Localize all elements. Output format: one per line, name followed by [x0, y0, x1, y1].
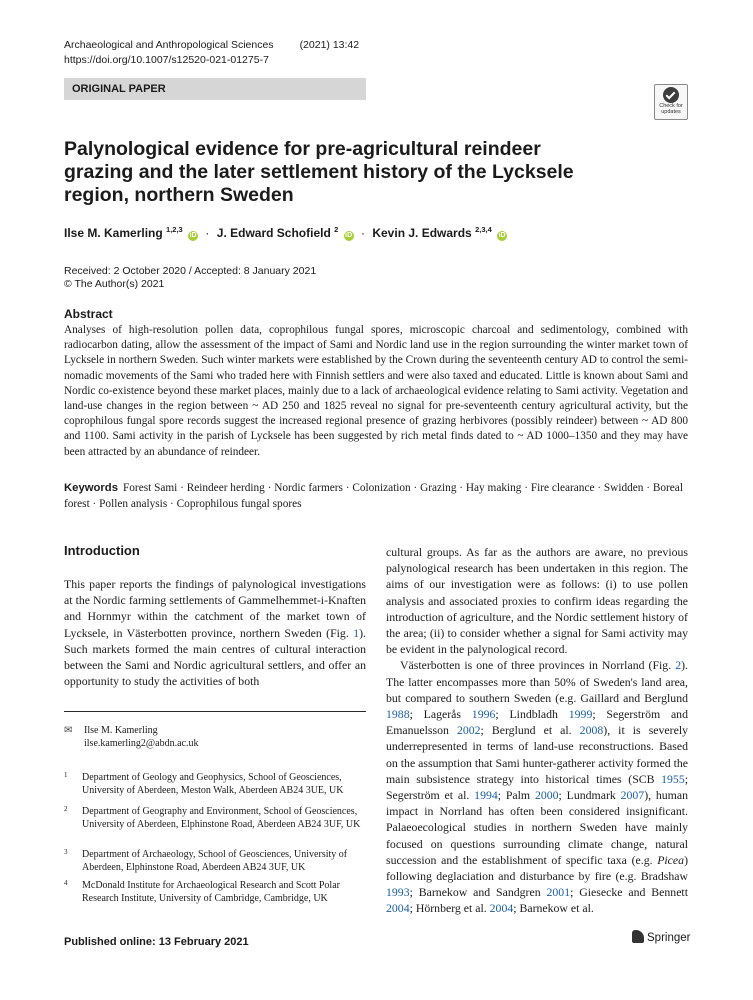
affiliation-text: Department of Geology and Geophysics, School of Geosciences, University of Aberdeen, Meston Walk, Aberdeen AB24 3UE, UK [82, 772, 344, 796]
journal-line [64, 39, 359, 51]
copyright-line: © The Author(s) 2021 [64, 278, 165, 290]
year-volume: (2021) 13:42 [299, 39, 360, 51]
affiliation-number: 4 [64, 879, 68, 887]
intro-text: ; Lagerås [409, 707, 472, 722]
intro-text: ), it is severely underrepresented in terms of land-use reconstructions. Based on the assumption that Sami hunter-gatherer activity formed the main subsistence strategy into historical times (SCB [386, 723, 688, 786]
intro-left-column [64, 576, 366, 689]
abstract-text: Analyses of high-resolution pollen data, coprophilous fungal spores, microscopic charcoal and sedimentology, combined with radiocarbon dating, allow the assessment of the impact of Sami and Nordic land use in the region surrounding the winter market town of Lycksele in northern Sweden. Such winter markets were established by the Crown during the seventeenth century AD to control the semi-nomadic movements of the Sami who traded here with Finnish settlers and were also taxed and educated. Little is known about Sami and Nordic co-existence beyond these market places, mainly due to a lack of archaeological evidence relating to Sami activity. Vegetation and land-use changes in the region between ~ AD 250 and 1825 reveal no signal for pre-seventeenth century agricultural activity, but the coprophilous fungal spore records suggest the increased regional presence of grazing herbivores (possibly reindeer) between ~ AD 800 and 1100. Sami activity in the parish of Lycksele has been suggested by rich metal finds dated to ~ AD 1000–1350 and they may have been attracted by an abundance of reindeer. [64, 324, 688, 458]
author-name[interactable]: Ilse M. Kamerling [64, 226, 163, 240]
citation-link[interactable]: 1999 [568, 707, 593, 722]
publisher-name: Springer [647, 932, 691, 944]
figure-ref-link[interactable]: 1 [353, 625, 360, 640]
author-email[interactable]: ilse.kamerling2@abdn.ac.uk [84, 738, 199, 749]
intro-text: ; Berglund et al. [480, 723, 580, 738]
updates-label-1: Check for [659, 103, 683, 109]
affiliation-number: 3 [64, 848, 68, 856]
affiliation-text: Department of Archaeology, School of Geosciences, University of Aberdeen, Elphinstone Road, Aberdeen AB24 3UF, UK [82, 849, 348, 873]
taxon-name: Picea [657, 852, 685, 867]
footnote-divider [64, 711, 366, 712]
published-online: Published online: 13 February 2021 [64, 936, 249, 948]
keywords-text: Forest Sami · Reindeer herding · Nordic farmers · Colonization · Grazing · Hay making · Fire clearance · Swidden · Boreal forest · Pollen analysis · Coprophilous fungal spores [64, 482, 683, 510]
citation-link[interactable]: 1955 [661, 771, 685, 786]
intro-text: ; Hörnberg et al. [409, 901, 490, 916]
keywords-heading: Keywords [64, 482, 118, 494]
intro-paragraph-1: cultural groups. As far as the authors are aware, no previous palynological research has been undertaken in this region. The aims of our investigation were as follows: (i) to use pollen analysis and associated proxies to confirm ideas regarding the introduction of agriculture, and the Nordic settlement history of the area; (ii) to consider whether a signal for Sami activity may be evident in the palynological record. [386, 545, 688, 657]
author-affil-sup: 2 [334, 225, 339, 234]
citation-link[interactable]: 2004 [386, 901, 410, 916]
author-separator: · [361, 226, 365, 240]
intro-text: ), human impact in Norrland has often been considered insignificant. Palaeoecological studies in northern Sweden have mainly focused on questions surrounding climate change, natural succession and the establishment of specific taxa (e.g. [386, 788, 688, 867]
intro-text: ; Lindbladh [495, 707, 569, 722]
affiliation-text: McDonald Institute for Archaeological Research and Scott Polar Research Institute, University of Cambridge, Cambridge, UK [82, 880, 340, 904]
received-accepted-dates: Received: 2 October 2020 / Accepted: 8 January 2021 [64, 265, 317, 277]
paper-type-banner: ORIGINAL PAPER [64, 78, 366, 100]
citation-link[interactable]: 2001 [546, 885, 571, 900]
affiliation-1 [64, 771, 366, 797]
citation-link[interactable]: 2008 [579, 723, 604, 738]
intro-text: ). Such markets formed the main centres of cultural interaction between the Sami and Nordic agricultural settlers, and offer an opportunity to study the activities of both [64, 625, 366, 689]
intro-text: Västerbotten is one of three provinces in Norrland (Fig. [400, 658, 676, 673]
author-name[interactable]: Kevin J. Edwards [372, 226, 472, 240]
affiliation-3 [64, 848, 366, 874]
article-title: Palynological evidence for pre-agricultural reindeer grazing and the later settlement history of the Lycksele region, northern Sweden [64, 138, 574, 206]
doi-link[interactable]: https://doi.org/10.1007/s12520-021-01275-7 [64, 54, 269, 66]
correspondence-block [64, 724, 198, 750]
publisher-logo [632, 930, 690, 944]
affiliation-number: 1 [64, 771, 68, 779]
affiliation-text: Department of Geography and Environment, School of Geosciences, University of Aberdeen, Elphinstone Road, Aberdeen AB24 3UF, UK [82, 806, 361, 830]
keywords-block [64, 481, 688, 512]
citation-link[interactable]: 1988 [386, 707, 410, 722]
author-list [64, 225, 507, 241]
citation-link[interactable]: 1994 [474, 788, 498, 803]
check-updates-icon [663, 87, 679, 103]
affiliation-2 [64, 805, 366, 831]
springer-horse-icon [632, 930, 644, 943]
intro-text: ; Segerström and Emanuelsson [386, 707, 688, 738]
orcid-icon[interactable]: iD [189, 232, 197, 239]
intro-text: ). The latter encompasses more than 50% of Sweden's land area, but compared to southern Sweden (e.g. Gaillard and Berglund [386, 658, 688, 705]
affiliation-4 [64, 879, 366, 905]
orcid-icon[interactable]: iD [345, 232, 353, 239]
intro-text: ; Segerström et al. [386, 771, 688, 803]
citation-link[interactable]: 1996 [471, 707, 496, 722]
citation-link[interactable]: 2004 [489, 901, 514, 916]
intro-right-column [386, 544, 688, 917]
corresponding-author: Ilse M. Kamerling [84, 725, 158, 736]
author-name[interactable]: J. Edward Schofield [216, 226, 331, 240]
author-affil-sup: 1,2,3 [166, 225, 183, 234]
citation-link[interactable]: 1993 [386, 885, 410, 900]
intro-text: ; Lundmark [558, 788, 621, 803]
citation-link[interactable]: 2002 [456, 723, 481, 738]
updates-label-2: updates [661, 109, 681, 115]
affiliation-number: 2 [64, 805, 68, 813]
intro-text: This paper reports the findings of palynological investigations at the Nordic farming settlements of Gammelhemmet-i-Knaften and Hornmyr within the catchment of the market town of Lycksele, in Västerbotten province, northern Sweden (Fig. [64, 577, 366, 640]
citation-link[interactable]: 2 [675, 658, 682, 673]
intro-text: ; Palm [497, 788, 535, 803]
abstract-heading: Abstract [64, 307, 113, 321]
intro-text: ; Giesecke and Bennett [570, 885, 688, 900]
author-separator: · [205, 226, 210, 240]
orcid-icon[interactable]: iD [498, 232, 506, 239]
check-for-updates-badge[interactable] [654, 84, 688, 120]
intro-text: ) following deglaciation and disturbance by fire (e.g. Bradshaw [386, 852, 688, 884]
citation-link[interactable]: 2000 [534, 788, 559, 803]
author-affil-sup: 2,3,4 [475, 225, 492, 234]
intro-text: ; Barnekow and Sandgren [409, 885, 547, 900]
introduction-heading: Introduction [64, 543, 140, 558]
citation-link[interactable]: 2007 [620, 788, 645, 803]
envelope-icon: ✉ [64, 725, 73, 736]
intro-text: ; Barnekow et al. [513, 901, 594, 916]
intro-paragraph-2 [386, 657, 688, 916]
journal-name: Archaeological and Anthropological Sciences [64, 39, 274, 51]
